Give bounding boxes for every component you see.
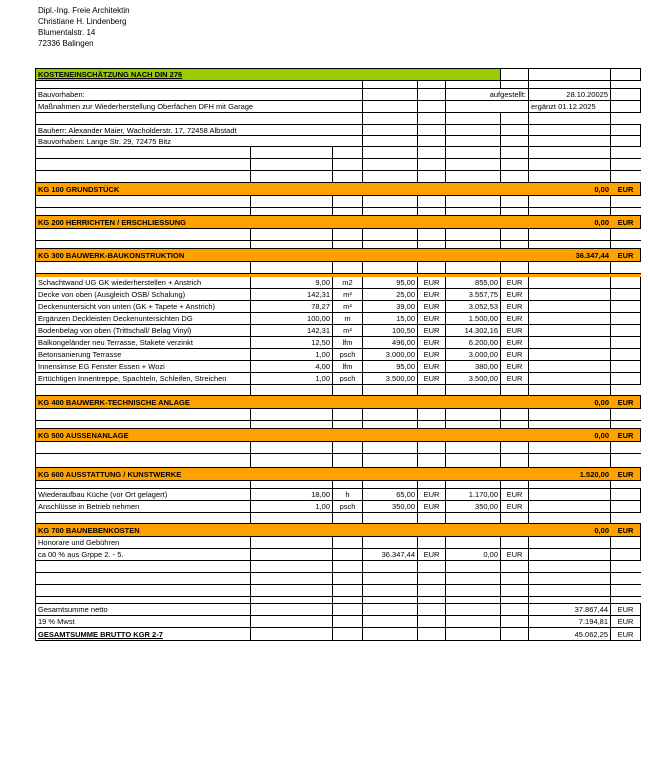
cell-unit-price: 36.347,44 [363, 549, 418, 560]
kg100-currency: EUR [611, 183, 641, 195]
cell-empty [529, 549, 611, 560]
ergaenzt-date: ergänzt 01.12.2025 [529, 101, 611, 112]
cell-empty [333, 604, 363, 615]
cell-empty [418, 89, 446, 100]
cell-empty [251, 537, 333, 548]
cell-description: Schachtwand UG GK wiederherstellen + Anstrich [36, 277, 251, 288]
cell-empty [529, 125, 611, 135]
mwst-row [36, 616, 641, 628]
spacer-row [36, 159, 641, 171]
cell-empty [333, 549, 363, 560]
cell-empty [501, 628, 529, 640]
cell-total: 350,00 [446, 501, 501, 512]
kg600-bar [36, 468, 641, 481]
cell-total: 3.500,00 [446, 373, 501, 384]
kg600-currency: EUR [611, 468, 641, 480]
cell-currency: EUR [501, 501, 529, 512]
aufgestellt-label: aufgestellt: [446, 89, 529, 100]
cell-quantity: 78,27 [251, 301, 333, 312]
kg300-currency: EUR [611, 249, 641, 261]
letterhead-line: Dipl.-Ing. Freie Architektin [38, 6, 130, 15]
cell-quantity: 100,00 [251, 313, 333, 324]
item-row [36, 301, 641, 313]
spacer-row [36, 196, 641, 208]
cell-currency: EUR [418, 489, 446, 500]
cell-currency: EUR [501, 325, 529, 336]
cell-empty [529, 337, 611, 348]
cell-empty [501, 604, 529, 615]
cell-empty [418, 537, 446, 548]
cell-empty [529, 361, 611, 372]
cell-empty [418, 628, 446, 640]
cell-unit: lfm [333, 337, 363, 348]
cell-description: Anschlüsse in Betrieb nehmen [36, 501, 251, 512]
cell-empty [446, 628, 501, 640]
cell-total: 3.557,75 [446, 289, 501, 300]
cell-currency: EUR [501, 489, 529, 500]
letterhead-line: 72336 Balingen [38, 39, 94, 48]
brutto-value: 45.062,25 [529, 628, 611, 640]
cell-description: Decke von oben (Ausgleich OSB/ Schalung) [36, 289, 251, 300]
cell-empty [611, 136, 641, 146]
honorare-row [36, 537, 641, 549]
spacer-row [36, 229, 641, 241]
kg200-bar [36, 216, 641, 229]
kg400-currency: EUR [611, 396, 641, 408]
cell-empty [501, 616, 529, 627]
cell-empty [446, 604, 501, 615]
cell-unit-price: 95,00 [363, 277, 418, 288]
bauvorhaben-label: Bauvorhaben: [36, 89, 363, 100]
cell-empty [446, 537, 501, 548]
cell-description: Wiederaufbau Küche (vor Ort gelagert) [36, 489, 251, 500]
cell-empty [529, 537, 611, 548]
netto-label: Gesamtsumme netto [36, 604, 251, 615]
cell-currency: EUR [418, 361, 446, 372]
cell-total: 855,00 [446, 277, 501, 288]
cell-total: 6.200,00 [446, 337, 501, 348]
cell-empty [418, 604, 446, 615]
cell-currency: EUR [418, 313, 446, 324]
cell-empty [529, 489, 611, 500]
cell-unit-price: 496,00 [363, 337, 418, 348]
spacer-row [36, 208, 641, 216]
cell-unit-price: 3.500,00 [363, 373, 418, 384]
cell-empty [446, 101, 529, 112]
cell-empty [529, 136, 611, 146]
mwst-label: 19 % Mwst [36, 616, 251, 627]
cell-quantity: 1,00 [251, 349, 333, 360]
bauherr-text: Bauherr: Alexander Maier, Wacholderstr. 17, 72458 Albstadt [36, 125, 363, 135]
kg100-label: KG 100 GRUNDSTÜCK [38, 184, 120, 194]
kg400-total: 0,00 [594, 397, 609, 407]
cell-description: Balkongeländer neu Terrasse, Stakete verzinkt [36, 337, 251, 348]
cell-empty [418, 136, 446, 146]
cell-empty [251, 604, 333, 615]
bauherr-row [36, 125, 641, 136]
spacer-row [36, 171, 641, 183]
item-row [36, 313, 641, 325]
cell-unit: psch [333, 501, 363, 512]
kg200-currency: EUR [611, 216, 641, 228]
cell-unit-price: 39,00 [363, 301, 418, 312]
aufgestellt-date: 28.10.20025 [529, 89, 611, 100]
cell-empty [501, 125, 529, 135]
cell-unit-price: 350,00 [363, 501, 418, 512]
cell-total: 14.302,16 [446, 325, 501, 336]
letterhead-line: Christiane H. Lindenberg [38, 17, 127, 26]
spacer-row [36, 241, 641, 249]
item-row [36, 349, 641, 361]
kg700-currency: EUR [611, 524, 641, 536]
cell-empty [418, 616, 446, 627]
cell-currency: EUR [418, 501, 446, 512]
spacer-row [36, 385, 641, 396]
cell-currency: EUR [418, 373, 446, 384]
cell-currency: EUR [501, 361, 529, 372]
cell-currency: EUR [501, 289, 529, 300]
cell-total: 1.170,00 [446, 489, 501, 500]
kg700-total: 0,00 [594, 525, 609, 535]
cell-unit: m² [333, 301, 363, 312]
cell-total: 3.052,53 [446, 301, 501, 312]
cell-empty [611, 373, 641, 384]
cell-currency: EUR [501, 349, 529, 360]
cell-unit-price: 95,00 [363, 361, 418, 372]
bauvorhaben2-text: Bauvorhaben: Lange Str. 29, 72475 Bitz [36, 136, 363, 146]
cell-unit: m [333, 313, 363, 324]
cell-unit: m² [333, 325, 363, 336]
cell-quantity: 18,00 [251, 489, 333, 500]
spacer-row [36, 573, 641, 585]
cell-unit: m2 [333, 277, 363, 288]
item-row [36, 361, 641, 373]
cell-description: Honorare und Gebühren [36, 537, 251, 548]
cell-unit-price: 15,00 [363, 313, 418, 324]
cell-description: Deckenuntersicht von unten (GK + Tapete + Anstrich) [36, 301, 251, 312]
cell-empty [363, 537, 418, 548]
document-title: KOSTENEINSCHÄTZUNG NACH DIN 276 [36, 69, 501, 80]
cell-empty [529, 69, 611, 80]
netto-value: 37.867,44 [529, 604, 611, 615]
cell-currency: EUR [501, 277, 529, 288]
kg500-total: 0,00 [594, 430, 609, 440]
spacer-row [36, 409, 641, 421]
cell-empty [529, 301, 611, 312]
kg700-bar [36, 524, 641, 537]
cell-empty [611, 301, 641, 312]
cell-quantity: 1,00 [251, 373, 333, 384]
cell-currency: EUR [501, 313, 529, 324]
cell-empty [363, 136, 418, 146]
bauvorhaben2-row [36, 136, 641, 147]
cell-currency: EUR [418, 325, 446, 336]
cell-empty [363, 101, 418, 112]
kg300-label: KG 300 BAUWERK-BAUKONSTRUKTION [38, 250, 185, 260]
cell-currency: EUR [501, 373, 529, 384]
kg100-total: 0,00 [594, 184, 609, 194]
cell-quantity: 142,31 [251, 289, 333, 300]
letterhead-line: Blumentalstr. 14 [38, 28, 96, 37]
cell-empty [529, 313, 611, 324]
cell-unit-price: 100,50 [363, 325, 418, 336]
kg300-total: 36.347,44 [575, 250, 609, 260]
cell-currency: EUR [501, 301, 529, 312]
spacer-row [36, 585, 641, 597]
cell-total: 380,00 [446, 361, 501, 372]
honorar-calc-row [36, 549, 641, 561]
cell-quantity: 142,31 [251, 325, 333, 336]
cell-empty [611, 501, 641, 512]
kg200-label: KG 200 HERRICHTEN / ERSCHLIESSUNG [38, 217, 186, 227]
cell-currency: EUR [501, 549, 529, 560]
cell-description: ca 00 % aus Grppe 2. - 5. [36, 549, 251, 560]
cell-empty [529, 349, 611, 360]
cell-currency: EUR [418, 549, 446, 560]
cell-empty [363, 604, 418, 615]
cell-currency: EUR [418, 301, 446, 312]
cell-empty [611, 325, 641, 336]
cell-quantity: 12,50 [251, 337, 333, 348]
cell-empty [611, 549, 641, 560]
cell-unit-price: 25,00 [363, 289, 418, 300]
cell-empty [611, 277, 641, 288]
cell-currency: EUR [418, 277, 446, 288]
massnahmen-row [36, 101, 641, 113]
kg600-label: KG 600 AUSSTATTUNG / KUNSTWERKE [38, 469, 182, 479]
cell-empty [333, 628, 363, 640]
kg600-total: 1.520,00 [579, 469, 609, 479]
kg100-bar [36, 183, 641, 196]
kg400-bar [36, 396, 641, 409]
letterhead [38, 5, 130, 49]
cell-empty [611, 337, 641, 348]
cell-empty [529, 289, 611, 300]
cell-total: 0,00 [446, 549, 501, 560]
cell-empty [418, 125, 446, 135]
cell-empty [611, 489, 641, 500]
spacer-row [36, 421, 641, 429]
cell-empty [611, 537, 641, 548]
cell-empty [529, 325, 611, 336]
cell-empty [446, 136, 501, 146]
cell-empty [363, 628, 418, 640]
cell-empty [501, 537, 529, 548]
brutto-currency: EUR [611, 628, 641, 640]
cell-empty [611, 361, 641, 372]
cell-empty [363, 89, 418, 100]
cell-description: Ertüchtigen Innentreppe, Spachteln, Schleifen, Streichen [36, 373, 251, 384]
cell-total: 3.000,00 [446, 349, 501, 360]
spacer-row [36, 561, 641, 573]
cell-empty [251, 549, 333, 560]
cell-quantity: 4,00 [251, 361, 333, 372]
cell-empty [251, 616, 333, 627]
spacer-row [36, 513, 641, 524]
cell-empty [363, 125, 418, 135]
brutto-label: GESAMTSUMME BRUTTO KGR 2-7 [36, 628, 251, 640]
cell-currency: EUR [418, 349, 446, 360]
kg500-bar [36, 429, 641, 442]
item-row [36, 501, 641, 513]
spacer-row [36, 597, 641, 604]
spacer-row [36, 454, 641, 468]
item-row [36, 289, 641, 301]
cell-empty [529, 277, 611, 288]
cell-total: 1.500,00 [446, 313, 501, 324]
spacer-row [36, 262, 641, 274]
cell-empty [611, 125, 641, 135]
mwst-value: 7.194,81 [529, 616, 611, 627]
cell-empty [251, 628, 333, 640]
cell-quantity: 1,00 [251, 501, 333, 512]
brutto-row [36, 628, 641, 641]
kg500-label: KG 500 AUSSENANLAGE [38, 430, 129, 440]
cell-unit-price: 65,00 [363, 489, 418, 500]
kg700-label: KG 700 BAUNEBENKOSTEN [38, 525, 140, 535]
spacer-row [36, 481, 641, 489]
item-row [36, 489, 641, 501]
netto-currency: EUR [611, 604, 641, 615]
cell-empty [363, 616, 418, 627]
kg300-bar [36, 249, 641, 262]
cell-quantity: 9,00 [251, 277, 333, 288]
cell-unit: psch [333, 373, 363, 384]
estimate-table [35, 68, 641, 641]
cell-description: Bodenbelag von oben (Trittschall/ Belag Vinyl) [36, 325, 251, 336]
cell-currency: EUR [418, 289, 446, 300]
cell-description: Ergänzen Deckleisten Deckenuntersichten DG [36, 313, 251, 324]
kg500-currency: EUR [611, 429, 641, 441]
item-row [36, 373, 641, 385]
massnahmen-text: Maßnahmen zur Wiederherstellung Oberfächen DFH mit Garage [36, 101, 363, 112]
bauvorhaben-row [36, 89, 641, 101]
title-row [36, 69, 641, 81]
cell-unit: m² [333, 289, 363, 300]
cell-empty [501, 69, 529, 80]
cell-empty [446, 125, 501, 135]
cell-empty [333, 616, 363, 627]
spacer-row [36, 81, 641, 89]
cell-empty [529, 501, 611, 512]
cell-empty [611, 313, 641, 324]
cell-empty [611, 69, 641, 80]
kg200-total: 0,00 [594, 217, 609, 227]
mwst-currency: EUR [611, 616, 641, 627]
cell-empty [501, 136, 529, 146]
item-row [36, 325, 641, 337]
cell-empty [529, 373, 611, 384]
spacer-row [36, 147, 641, 159]
netto-row [36, 604, 641, 616]
cell-unit: psch [333, 349, 363, 360]
cell-description: Betonsanierung Terrasse [36, 349, 251, 360]
cell-unit: lfm [333, 361, 363, 372]
cell-empty [611, 101, 641, 112]
item-row [36, 337, 641, 349]
cell-empty [418, 101, 446, 112]
cell-description: Innensimse EG Fenster Essen + Wozi [36, 361, 251, 372]
spacer-row [36, 113, 641, 125]
cell-empty [333, 537, 363, 548]
spacer-row [36, 442, 641, 454]
cell-empty [611, 89, 641, 100]
cell-empty [611, 349, 641, 360]
cell-unit: h [333, 489, 363, 500]
cell-unit-price: 3.000,00 [363, 349, 418, 360]
cell-empty [611, 289, 641, 300]
cell-currency: EUR [418, 337, 446, 348]
cell-empty [446, 616, 501, 627]
item-row [36, 277, 641, 289]
cell-currency: EUR [501, 337, 529, 348]
kg400-label: KG 400 BAUWERK-TECHNISCHE ANLAGE [38, 397, 190, 407]
